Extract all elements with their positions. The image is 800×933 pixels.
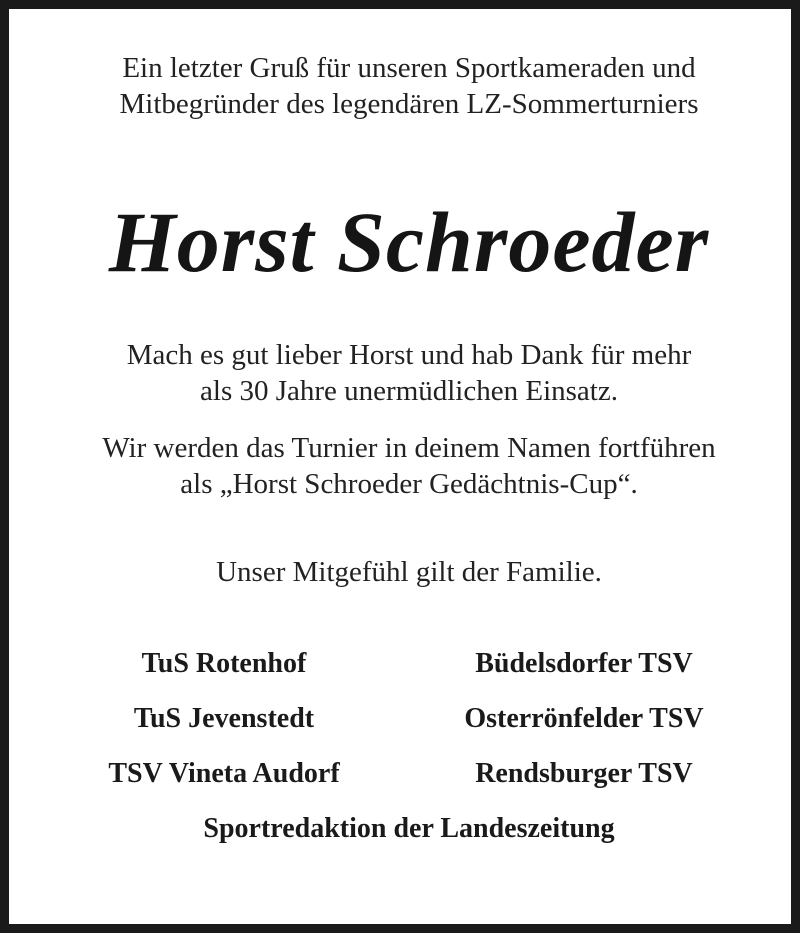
deceased-name: Horst Schroeder [108,194,710,290]
tournament-text [9,430,800,502]
intro-text [9,50,800,122]
intro-line-1: Ein letzter Gruß für unseren Sportkameraden und [122,52,696,84]
signatory-left-2: TuS Jevenstedt [133,703,315,734]
intro-line-2: Mitbegründer des legendären LZ-Sommerturniers [119,88,699,120]
signatory-right-2: Osterrönfelder TSV [464,703,704,734]
signatory-left-3: TSV Vineta Audorf [108,758,340,789]
thanks-text [9,337,800,409]
tournament-line-1: Wir werden das Turnier in deinem Namen fortführen [102,432,716,464]
signatory-left-1: TuS Rotenhof [141,648,307,679]
tournament-line-2: als „Horst Schroeder Gedächtnis-Cup“. [180,468,638,500]
thanks-line-1: Mach es gut lieber Horst und hab Dank für mehr [126,339,692,371]
signatory-right-3: Rendsburger TSV [475,758,693,789]
signatory-footer: Sportredaktion der Landeszeitung [203,813,615,844]
thanks-line-2: als 30 Jahre unermüdlichen Einsatz. [200,375,618,407]
signatory-right-1: Büdelsdorfer TSV [475,648,693,679]
condolence-text: Unser Mitgefühl gilt der Familie. [216,556,602,588]
